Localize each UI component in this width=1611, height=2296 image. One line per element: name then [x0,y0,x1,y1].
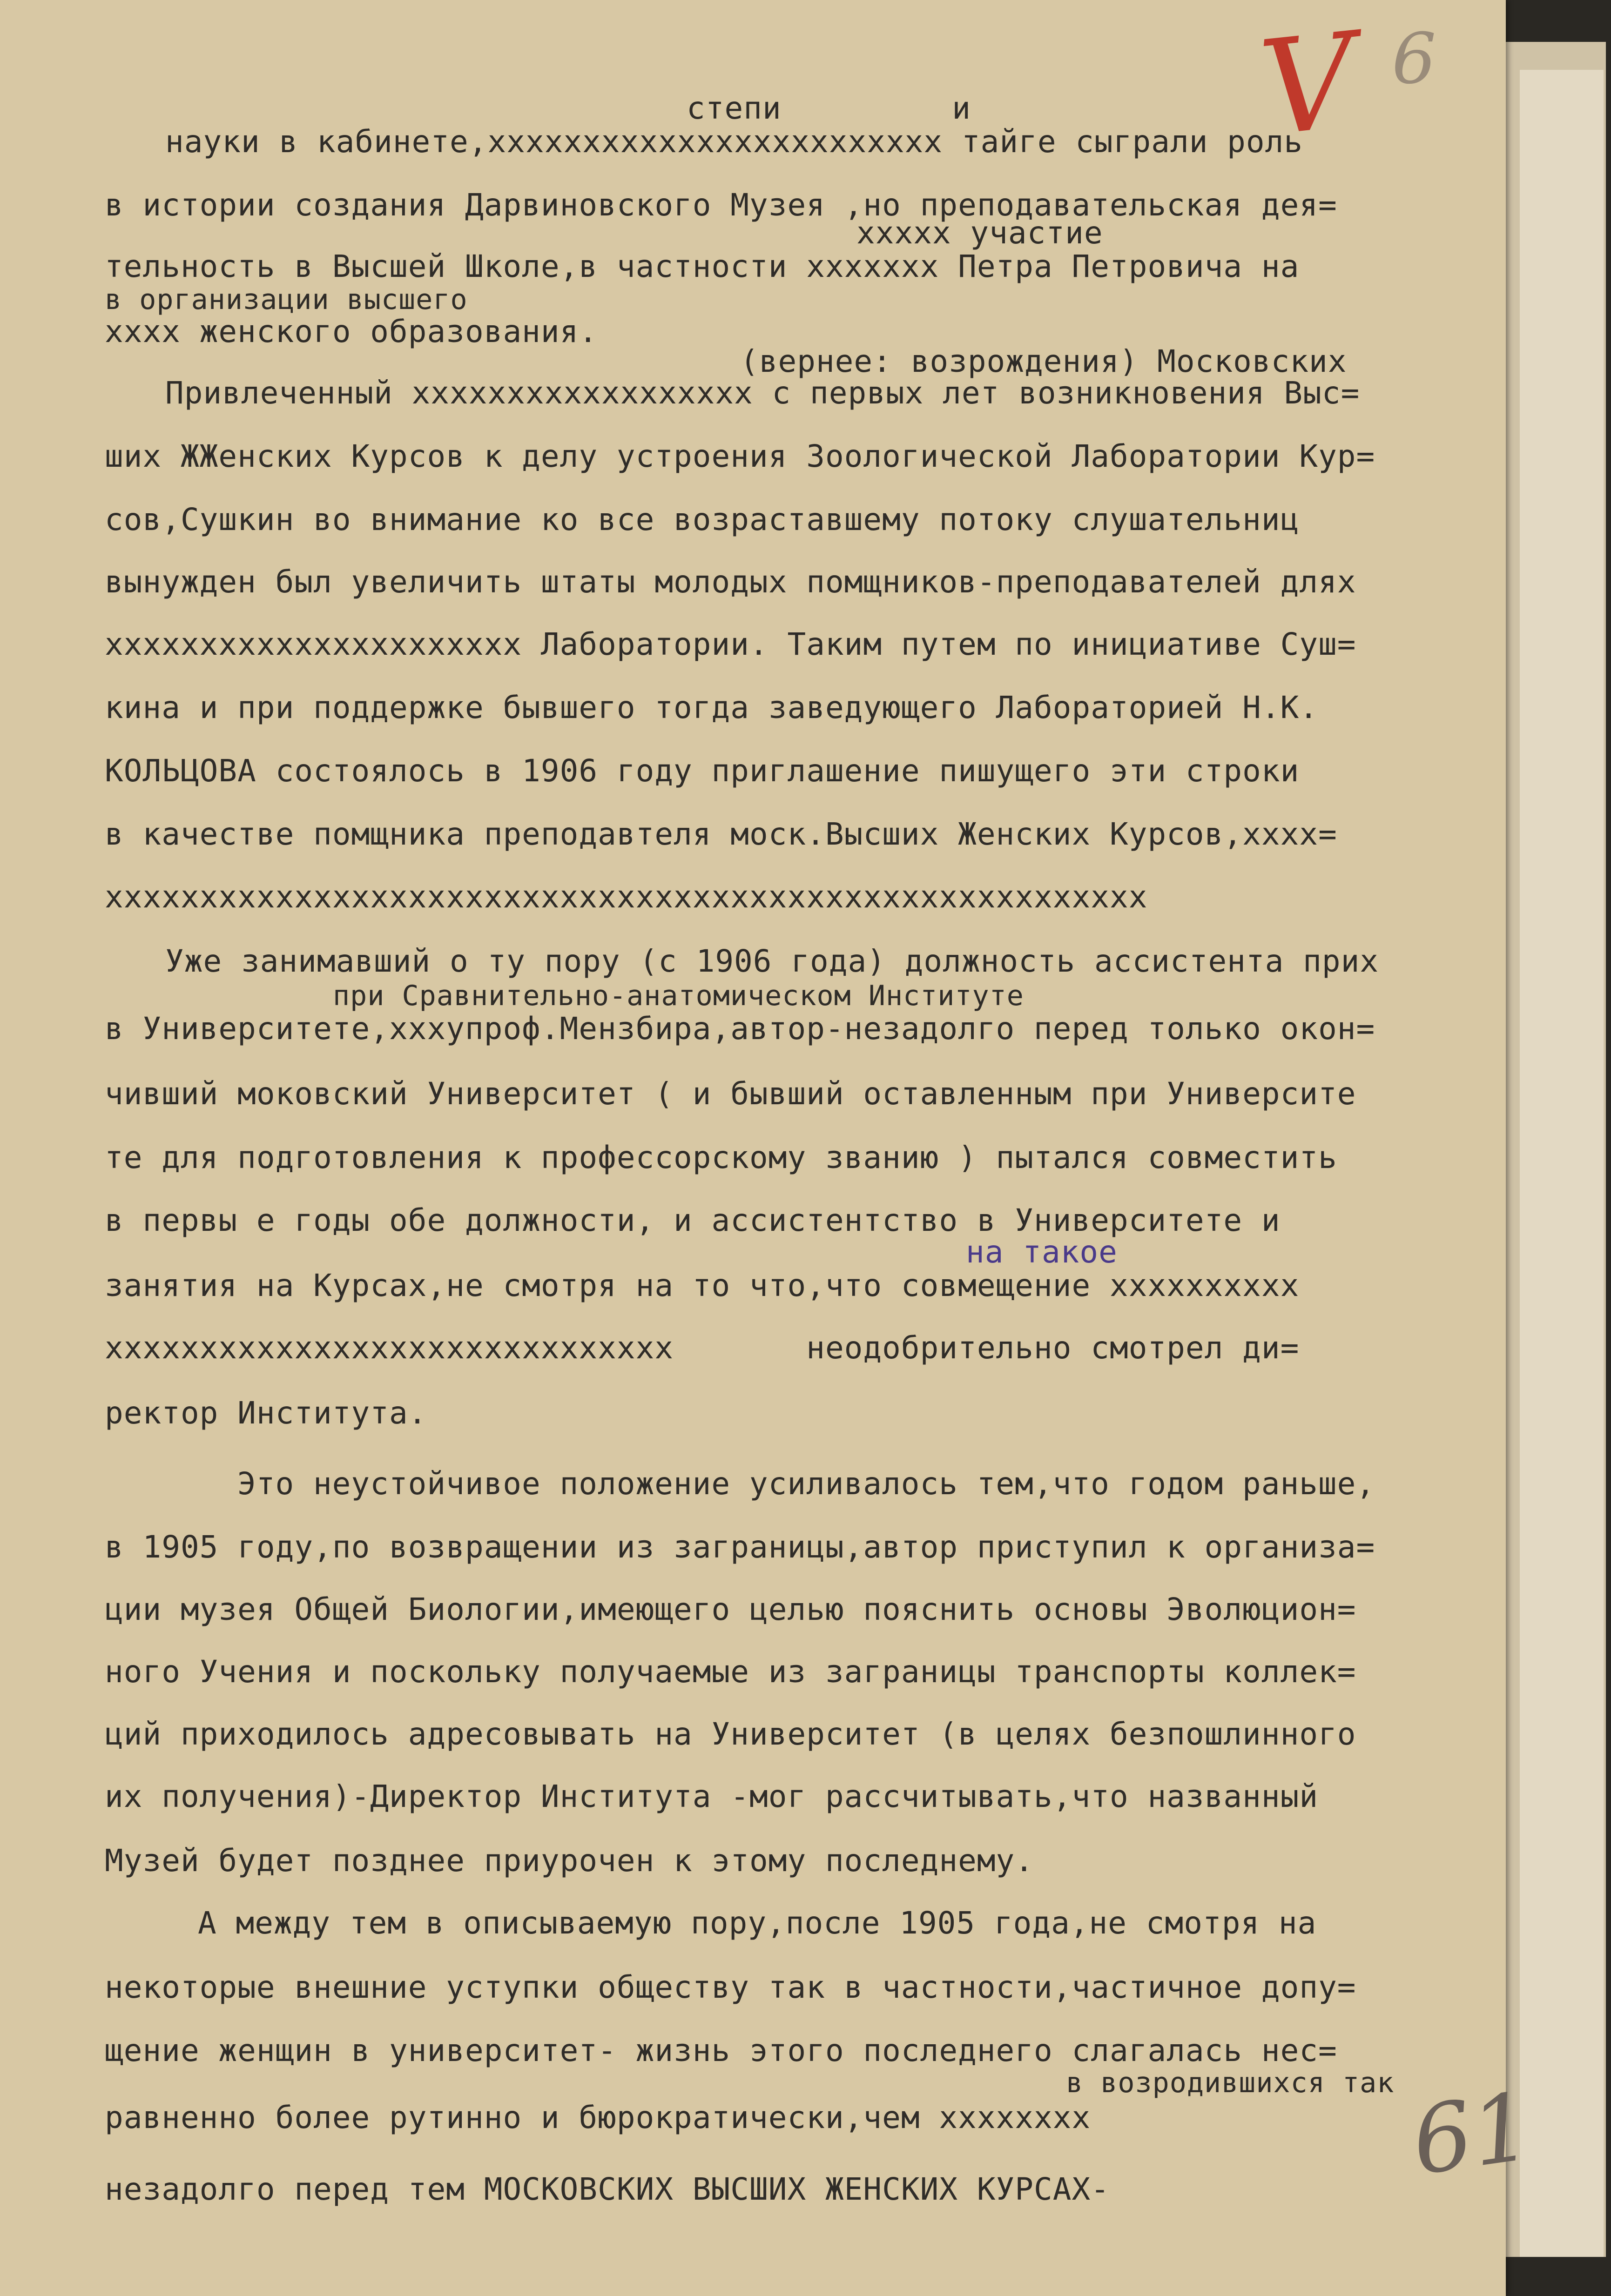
text-line: некоторые внешние уступки обществу так в частности,частичное допу= [105,1969,1356,2005]
handwritten-insert: на такое [966,1234,1118,1270]
text-line: КОЛЬЦОВА состоялось в 1906 году приглашение пишущего эти строки [105,753,1300,789]
text-line: сов,Сушкин во внимание ко все возраставшему потоку слушательниц [105,502,1300,537]
text-line: науки в кабинете,хххххххххххххххххххххххх тайге сыграли роль [165,124,1303,160]
text-line: занятия на Курсах,не смотря на то что,что совмещение хххххххххх [105,1268,1300,1303]
text-line: их получения)-Директор Института -мог рассчитывать,что названный [105,1779,1319,1814]
text-line: чивший моковский Университет ( и бывший оставленным при Университе [105,1076,1356,1112]
page-stack-edge-inner [1520,70,1604,2257]
text-line: ших ЖЖенских Курсов к делу устроения Зоологической Лаборатории Кур= [105,438,1375,474]
text-line-insert: при Сравнительно-анатомическом Институте [333,980,1024,1012]
text-line: равненно более рутинно и бюрократически,чем хххххххх [105,2100,1091,2135]
text-line-struck: ххххххххххххххххххххххххххххххххххххххххххххххххххххххх [105,879,1148,915]
text-line: Привлеченный хххххххххххххххххх с первых лет возникновения Выс= [165,375,1360,411]
text-line: незадолго перед тем МОСКОВСКИХ ВЫСШИХ ЖЕНСКИХ КУРСАХ- [105,2171,1110,2207]
text-line: ного Учения и поскольку получаемые из заграницы транспорты коллек= [105,1654,1356,1690]
text-line: Музей будет позднее приурочен к этому последнему. [105,1843,1034,1879]
text-line: ректор Института. [105,1395,427,1431]
text-line-insert: ххххх участие [856,215,1103,251]
red-check-mark: V [1254,5,1363,166]
text-line: вынужден был увеличить штаты молодых помщников-преподавателей дляx [105,564,1356,600]
text-line: щение женщин в университет- жизнь этого последнего слагалась нес= [105,2033,1337,2068]
text-line: хххх женского образования. [105,314,598,349]
text-line: те для подготовления к профессорскому званию ) пытался совместить [105,1140,1337,1175]
text-line: в качестве помщника преподавтеля моск.Высших Женских Курсов,хххх= [105,816,1337,852]
text-line: А между тем в описываемую пору,после 1905 года,не смотря на [198,1905,1317,1941]
text-line: ции музея Общей Биологии,имеющего целью пояснить основы Эволюцион= [105,1591,1356,1627]
text-line: кина и при поддержке бывшего тогда заведующего Лабораторией Н.К. [105,690,1319,725]
pencil-folio-top: 6 [1392,19,1436,100]
text-line-insert: в организации высшего [105,283,468,316]
text-line: ций приходилось адресовывать на Университет (в целях безпошлинного [105,1716,1356,1752]
text-line: Это неустойчивое положение усиливалось тем,что годом раньше, [237,1466,1375,1502]
text-line: хххххххххххххххххххххххххххххх неодобрительно смотрел ди= [105,1330,1300,1366]
text-line: в 1905 году,по возвращении из заграницы,автор приступил к организа= [105,1529,1375,1565]
pencil-folio-bottom: 61 [1406,2072,1538,2196]
text-line-insert: степи и [687,90,971,126]
text-line-insert: в возродившихся так [1066,2067,1395,2099]
text-line: в первы е годы обе должности, и ассистентство в Университете и [105,1202,1281,1238]
text-line: в истории создания Дарвиновского Музея ,но преподавательская дея= [105,187,1337,223]
text-line: хххххххххххххххххххххх Лаборатории. Таким путем по инициативе Суш= [105,626,1356,662]
text-line: Уже занимавший о ту пору (с 1906 года) должность ассистента прих [165,943,1379,979]
text-line: тельность в Высшей Школе,в частности ххххххх Петра Петровича на [105,248,1300,284]
text-line-insert: (вернее: возрождения) Московских [740,343,1347,379]
text-line: в Университете,хххупроф.Мензбира,автор-незадолго перед только окон= [105,1011,1375,1047]
